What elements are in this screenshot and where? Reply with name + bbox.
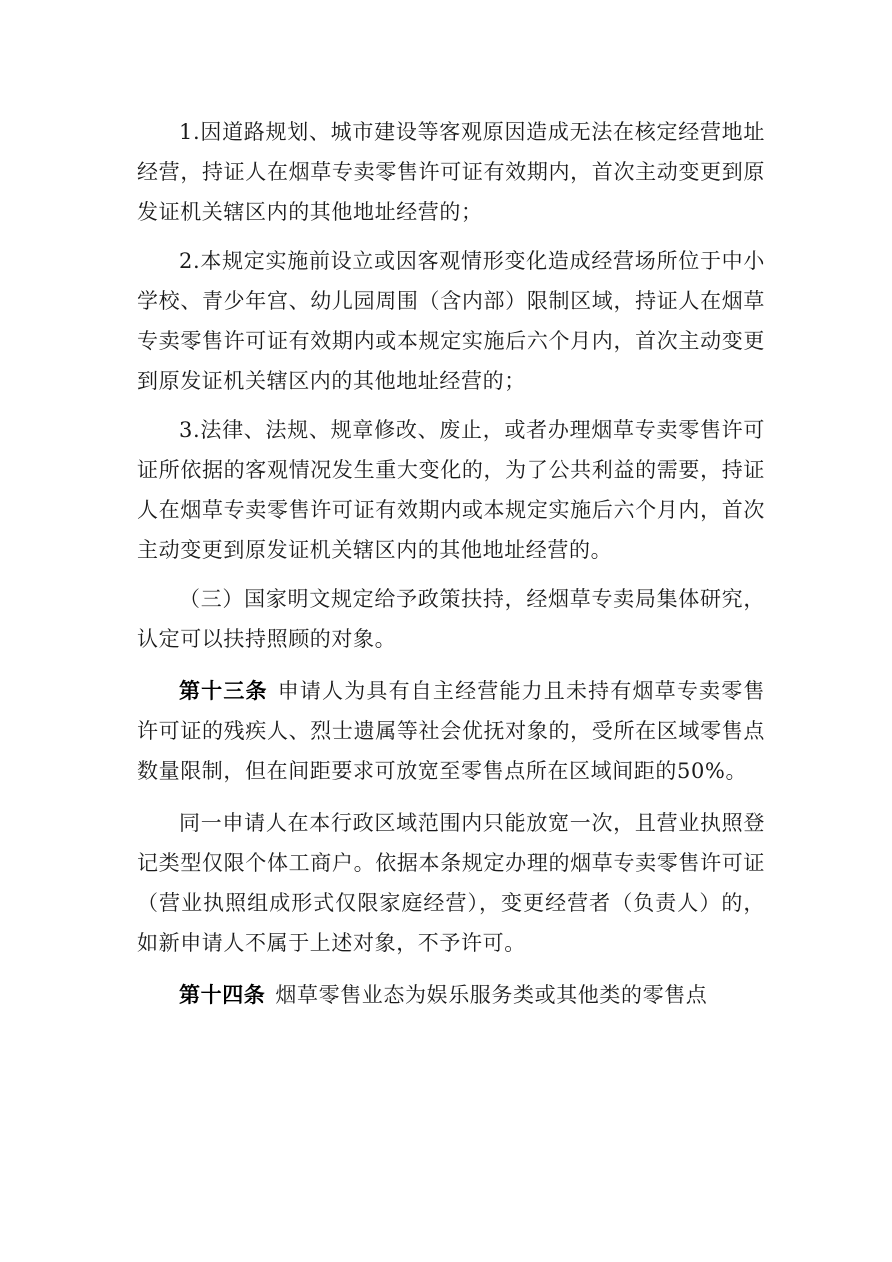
document-body (137, 112, 765, 1015)
article-13-text: 申请人为具有自主经营能力且未持有烟草专卖零售许可证的残疾人、烈士遗属等社会优抚对象的，受所在区域零售点数量限制，但在间距要求可放宽至零售点所在区域间距的50%。 (137, 679, 765, 783)
article-14-text: 烟草零售业态为娱乐服务类或其他类的零售点 (275, 983, 708, 1007)
paragraph-item-3: 3.法律、法规、规章修改、废止，或者办理烟草专卖零售许可证所依据的客观情况发生重大变化的，为了公共利益的需要，持证人在烟草专卖零售许可证有效期内或本规定实施后六个月内，首次主动变更到原发证机关辖区内的其他地址经营的。 (137, 418, 765, 562)
paragraph-item-1: 1.因道路规划、城市建设等客观原因造成无法在核定经营地址经营，持证人在烟草专卖零售许可证有效期内，首次主动变更到原发证机关辖区内的其他地址经营的； (137, 120, 765, 224)
article-13-number: 第十三条 (179, 679, 268, 703)
paragraph-article-13-supplement: 同一申请人在本行政区域范围内只能放宽一次，且营业执照登记类型仅限个体工商户。依据本条规定办理的烟草专卖零售许可证（营业执照组成形式仅限家庭经营），变更经营者（负责人）的，如新申请人不属于上述对象，不予许可。 (137, 811, 765, 955)
article-13-paragraph (137, 671, 765, 791)
article-14-paragraph (137, 975, 765, 1015)
paragraph-item-2: 2.本规定实施前设立或因客观情形变化造成经营场所位于中小学校、青少年宫、幼儿园周围（含内部）限制区域，持证人在烟草专卖零售许可证有效期内或本规定实施后六个月内，首次主动变更到原发证机关辖区内的其他地址经营的； (137, 249, 765, 393)
article-14-number: 第十四条 (179, 983, 266, 1007)
paragraph-section-3: （三）国家明文规定给予政策扶持，经烟草专卖局集体研究，认定可以扶持照顾的对象。 (137, 587, 765, 651)
